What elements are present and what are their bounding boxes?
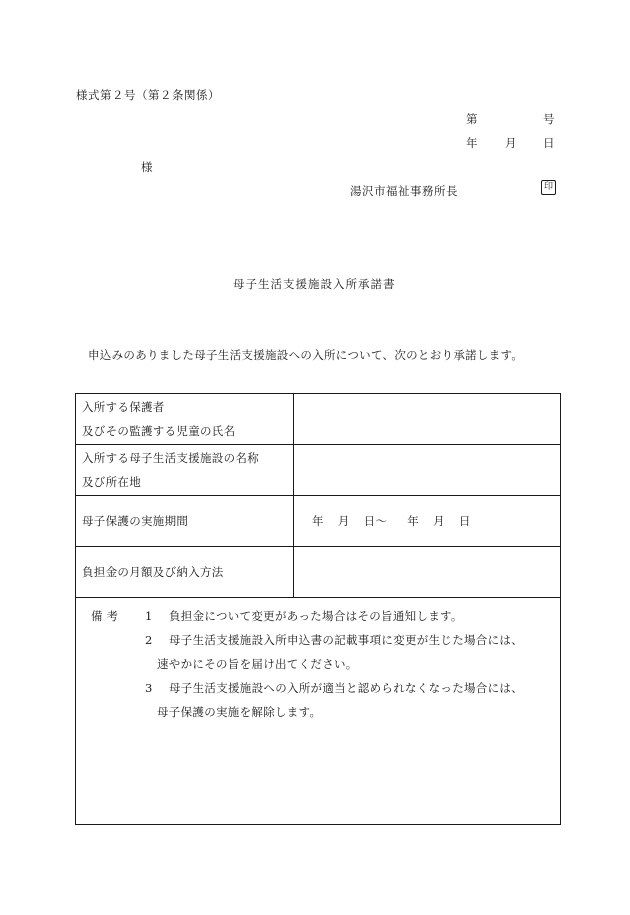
period-end-year: 年: [407, 514, 420, 528]
remark-text: 負担金について変更があった場合はその旨通知します。: [169, 609, 463, 623]
table-row-guardian-names: [76, 394, 561, 445]
remark-text: 母子生活支援施設への入所が適当と認められなくなった場合には、: [169, 681, 523, 695]
remark-item: [145, 628, 523, 652]
remark-number: 1: [145, 609, 153, 623]
period-end-month: 月: [433, 514, 445, 528]
remarks-block: [88, 604, 550, 724]
addressee-honorific: 様: [141, 160, 153, 174]
remarks-title: 備考: [91, 609, 122, 623]
table-row-remarks: [76, 598, 561, 825]
value-period: [294, 496, 561, 547]
label-line: 負担金の月額及び納入方法: [82, 565, 224, 579]
document-title: 母子生活支援施設入所承諾書: [233, 277, 396, 291]
label-fee: [76, 547, 294, 598]
table-row-facility: [76, 445, 561, 496]
form-number-label: 様式第２号（第２条関係）: [76, 88, 220, 102]
label-line: 母子保護の実施期間: [82, 514, 189, 528]
issue-date-year: 年: [466, 136, 478, 150]
remarks-cell: [76, 598, 561, 825]
seal-mark-icon: 印: [541, 180, 556, 195]
issuer-name: 湯沢市福祉事務所長: [350, 184, 458, 198]
label-line: 入所する保護者: [82, 400, 165, 414]
table-row-fee: [76, 547, 561, 598]
remark-number: 3: [145, 681, 153, 695]
label-facility: [76, 445, 294, 496]
period-start-month: 月: [337, 514, 350, 528]
period-separator: ～: [375, 514, 388, 528]
issue-date-month: 月: [505, 136, 517, 150]
period-start-day: 日: [363, 514, 376, 528]
label-line: 及びその監護する児童の氏名: [82, 424, 236, 438]
label-line: 及び所在地: [82, 475, 141, 489]
remark-continuation: 速やかにその旨を届け出てください。: [157, 657, 358, 671]
value-facility: [294, 445, 561, 496]
value-guardian-names: [294, 394, 561, 445]
label-line: 入所する母子生活支援施設の名称: [82, 451, 259, 465]
approval-details-table: [75, 393, 561, 825]
period-end-day: 日: [458, 514, 471, 528]
label-guardian-names: [76, 394, 294, 445]
remark-continuation: 母子保護の実施を解除します。: [157, 705, 322, 719]
period-start-year: 年: [312, 514, 324, 528]
label-period: [76, 496, 294, 547]
table-row-period: [76, 496, 561, 547]
value-fee: [294, 547, 561, 598]
document-number-suffix: 号: [543, 112, 555, 126]
remarks-list: [145, 604, 523, 724]
remark-text: 母子生活支援施設入所申込書の記載事項に変更が生じた場合には、: [169, 633, 523, 647]
document-number-prefix: 第: [466, 112, 478, 126]
intro-statement: 申込みのありました母子生活支援施設への入所について、次のとおり承諾します。: [88, 348, 524, 362]
remark-number: 2: [145, 633, 153, 647]
remark-item: [145, 676, 523, 700]
remark-item: [145, 604, 523, 628]
issue-date-day: 日: [543, 136, 555, 150]
